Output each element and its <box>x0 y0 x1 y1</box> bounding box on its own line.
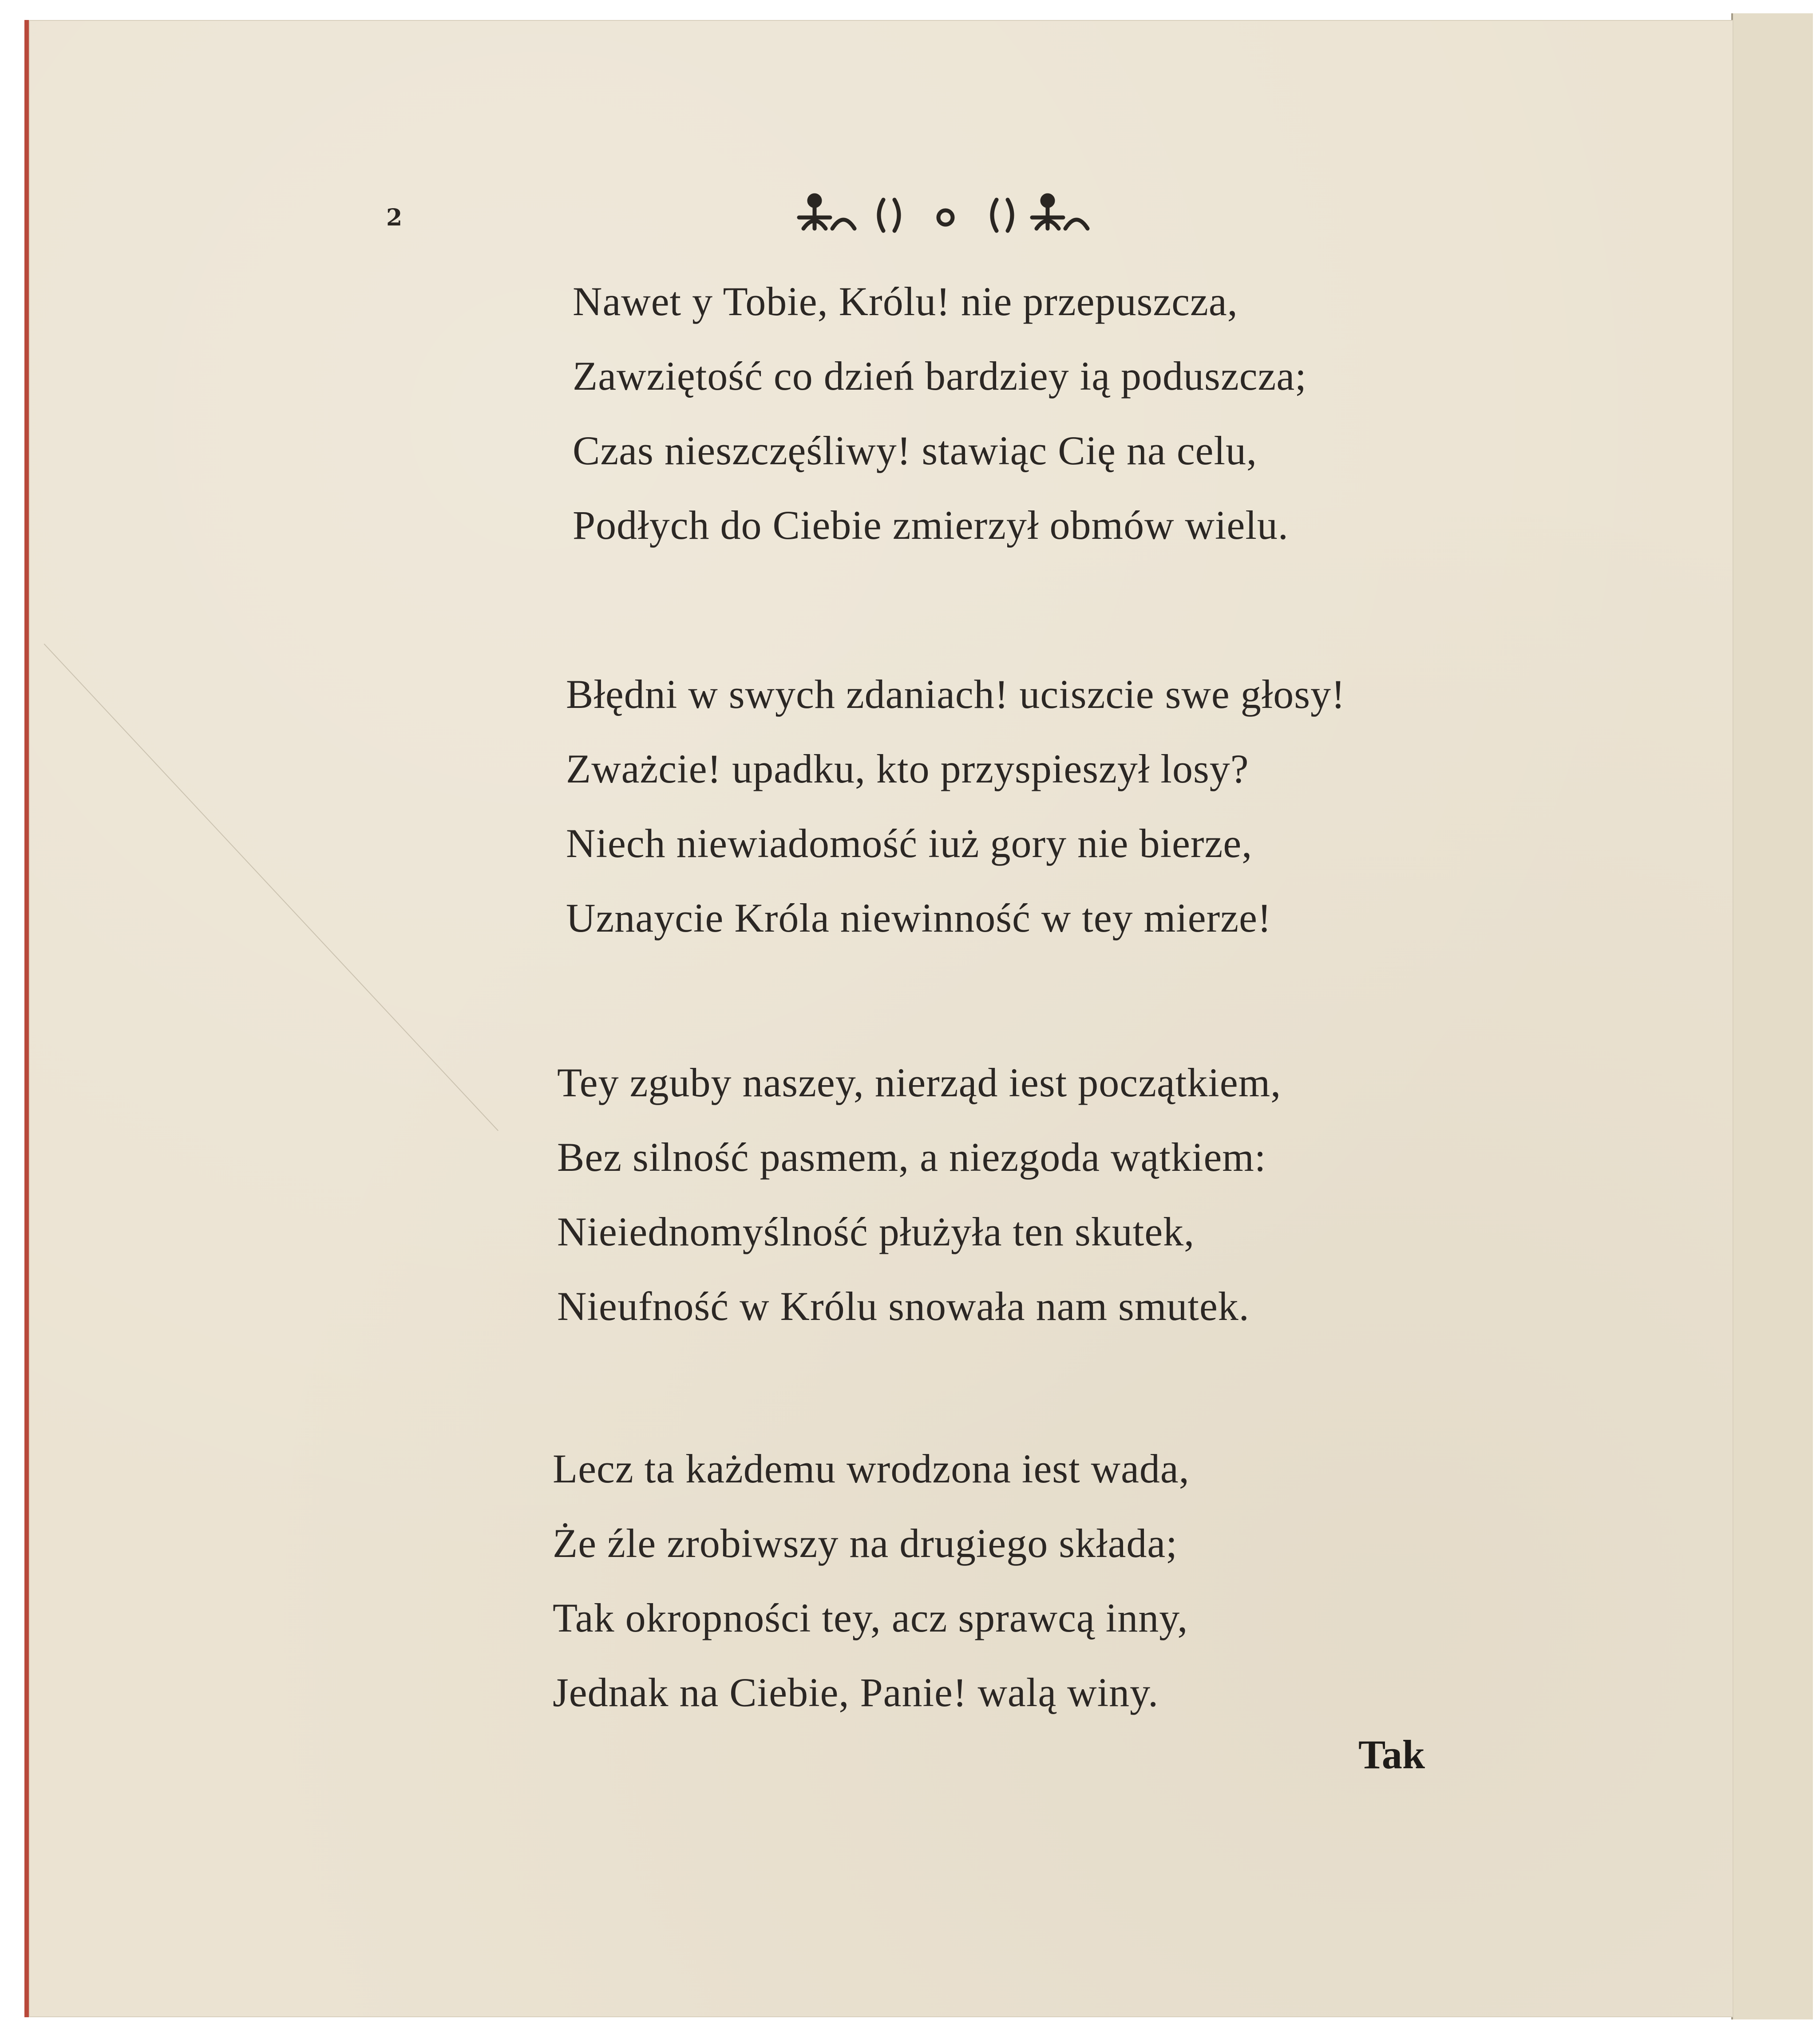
verse-line: Błędni w swych zdaniach! uciszcie swe głosy! <box>566 672 1345 717</box>
verse-line: Nieufność w Królu snowała nam smutek. <box>557 1284 1250 1329</box>
verse-line: Nieiednomyślność płużyła ten skutek, <box>557 1209 1195 1254</box>
verse-line: Lecz ta każdemu wrodzona iest wada, <box>553 1446 1190 1491</box>
verse-line: Podłych do Ciebie zmierzył obmów wielu. <box>573 502 1289 548</box>
bracket-right-icon <box>992 200 1012 231</box>
verse-line: Jednak na Ciebie, Panie! walą winy. <box>553 1670 1159 1715</box>
stanza-2 <box>566 657 1345 955</box>
page-number: 2 <box>386 204 403 231</box>
fleuron-left-icon <box>799 195 855 229</box>
stanza-3 <box>557 1045 1281 1343</box>
verse-line: Uznaycie Króla niewinność w tey mierze! <box>566 895 1272 940</box>
bracket-left-icon <box>879 200 899 231</box>
verse-line: Że źle zrobiwszy na drugiego składa; <box>553 1521 1178 1566</box>
adjacent-leaf-edge <box>1731 13 1813 2019</box>
stanza-1 <box>573 264 1307 562</box>
header-ornament <box>795 186 1096 240</box>
verse-line: Tey zguby naszey, nierząd iest początkiem, <box>557 1060 1282 1105</box>
verse-line: Czas nieszczęśliwy! stawiąc Cię na celu, <box>573 428 1258 473</box>
verse-line: Bez silność pasmem, a niezgoda wątkiem: <box>557 1134 1266 1180</box>
ring-icon <box>938 210 953 225</box>
verse-line: Nawet y Tobie, Królu! nie przepuszcza, <box>573 279 1238 324</box>
fleuron-right-icon <box>1032 195 1088 229</box>
catchword: Tak <box>1358 1732 1425 1777</box>
verse-line: Zważcie! upadku, kto przyspieszył losy? <box>566 746 1249 791</box>
stanza-4 <box>553 1431 1190 1730</box>
verse-line: Niech niewiadomość iuż gory nie bierze, <box>566 821 1253 866</box>
verse-line: Zawziętość co dzień bardziey ią poduszcza; <box>573 353 1307 399</box>
verse-line: Tak okropności tey, acz sprawcą inny, <box>553 1595 1188 1640</box>
